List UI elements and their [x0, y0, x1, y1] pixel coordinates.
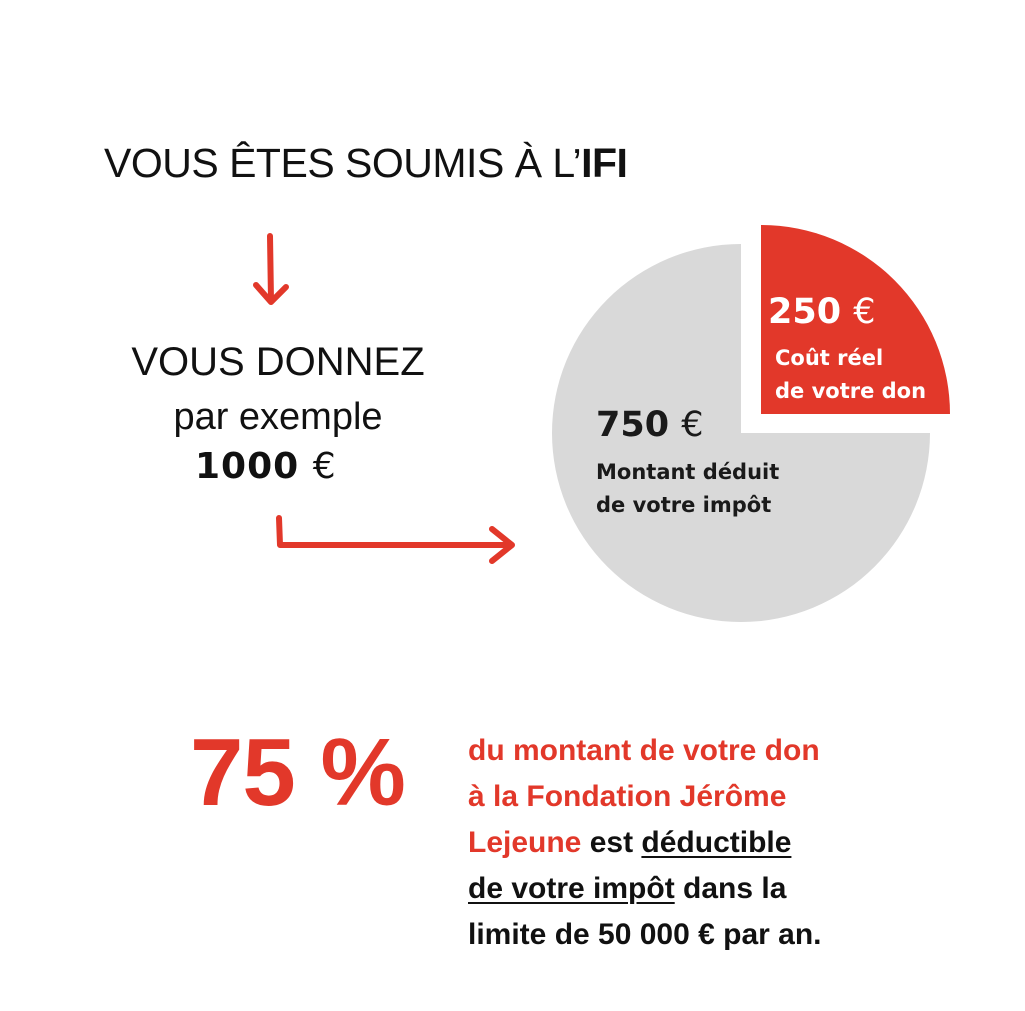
- statement-part4: est: [581, 826, 642, 859]
- slice-250-caption-line1: Coût réel: [775, 346, 884, 370]
- down-arrow-icon: [256, 236, 286, 302]
- slice-750-caption-line1: Montant déduit: [596, 460, 780, 484]
- statement-part2: à la Fondation Jérôme: [468, 780, 787, 813]
- statement-part8: limite de 50 000 € par an.: [468, 918, 822, 951]
- headline-prefix: VOUS ÊTES SOUMIS À L’: [104, 140, 582, 186]
- slice-750-caption-line2: de votre impôt: [596, 493, 772, 517]
- statement-part3: Lejeune: [468, 826, 582, 859]
- slice-750-caption: [596, 456, 779, 522]
- slice-250-value: 250 €: [768, 292, 876, 332]
- donation-line2: par exemple: [173, 396, 383, 438]
- percent-figure: 75 %: [190, 719, 405, 826]
- statement-text: [468, 728, 1008, 958]
- donation-block: [108, 335, 448, 445]
- statement-part1: du montant de votre don: [468, 734, 820, 767]
- slice-750-value: 750 €: [596, 405, 704, 445]
- slice-250-label: [768, 292, 876, 332]
- donation-amount-value: 1000: [195, 446, 300, 487]
- right-arrow-icon: [279, 518, 512, 561]
- donation-line1: VOUS DONNEZ: [131, 340, 425, 384]
- slice-750-label: [596, 405, 704, 445]
- statement-part7: dans la: [674, 872, 787, 905]
- statement-part6: de votre impôt: [468, 872, 675, 905]
- statement-part5: déductible: [641, 826, 792, 859]
- donation-amount: [195, 446, 337, 487]
- slice-250-caption-line2: de votre don: [775, 379, 927, 403]
- slice-250-caption: [775, 342, 926, 408]
- donation-amount-currency: €: [312, 446, 337, 487]
- headline-bold: IFI: [581, 140, 628, 186]
